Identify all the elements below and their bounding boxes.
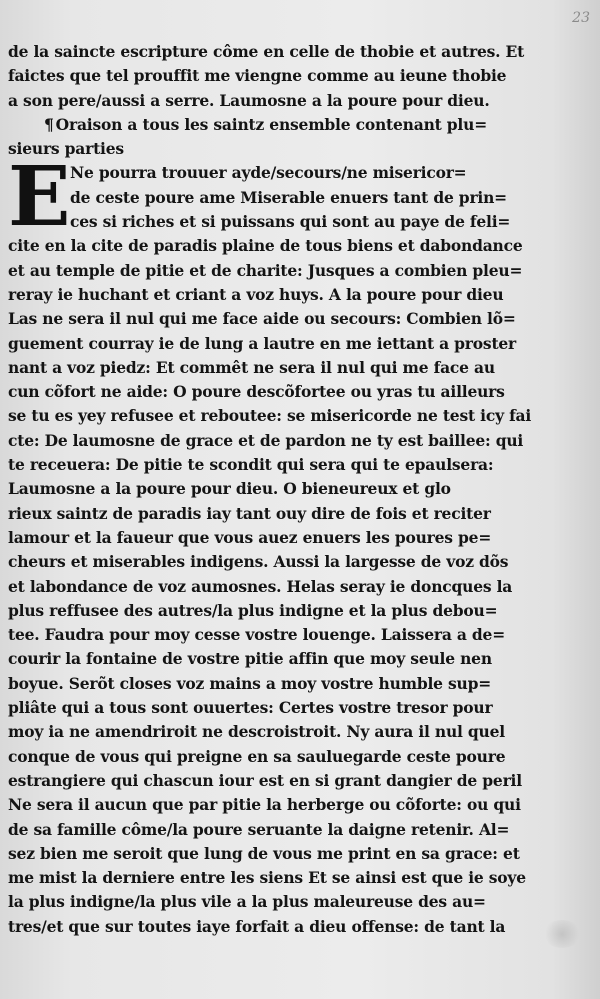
pilcrow-icon: ¶ bbox=[44, 114, 54, 134]
text-line: ces si riches et si puissans qui sont au paye de feli= bbox=[70, 212, 511, 232]
text-line: cun cõfort ne aide: O poure descõfortee ou yras tu ailleurs bbox=[8, 382, 505, 402]
page-number: 23 bbox=[572, 10, 590, 26]
text-line: de la saincte escripture côme en celle de thobie et autres. Et bbox=[8, 42, 525, 61]
text-line: sez bien me seroit que lung de vous me print en sa grace: et bbox=[8, 843, 520, 863]
text-line: boyue. Serõt closes voz mains a moy vostre humble sup= bbox=[8, 673, 492, 693]
text-line: conque de vous qui preigne en sa sauluegarde ceste poure bbox=[8, 746, 506, 766]
text-line: Laumosne a la poure pour dieu. O bieneureux et glo bbox=[8, 479, 451, 499]
text-line: tres/et que sur toutes iaye forfait a dieu offense: de tant la bbox=[8, 916, 506, 936]
heading-text: Oraison a tous les saintz ensemble contenant plu= bbox=[55, 114, 487, 134]
text-line: a son pere/aussi a serre. Laumosne a la poure pour dieu. bbox=[8, 90, 490, 110]
text-line: moy ia ne amendriroit ne descroistroit. Ny aura il nul quel bbox=[8, 722, 505, 742]
drop-cap: E bbox=[8, 149, 71, 246]
text-line: tee. Faudra pour moy cesse vostre louenge. Laissera a de= bbox=[8, 625, 505, 645]
section-heading-line bbox=[8, 113, 568, 137]
text-line: se tu es yey refusee et reboutee: se misericorde ne test icy fai bbox=[8, 406, 532, 426]
text-line: te receuera: De pitie te scondit qui sera qui te epaulsera: bbox=[8, 455, 494, 475]
section-heading-line: sieurs parties bbox=[8, 139, 124, 159]
text-block bbox=[8, 40, 568, 939]
text-line: rieux saintz de paradis iay tant ouy dire de fois et reciter bbox=[8, 503, 491, 523]
paper-smudge bbox=[542, 920, 582, 948]
text-line: et labondance de voz aumosnes. Helas seray ie doncques la bbox=[8, 576, 513, 596]
text-line: faictes que tel prouffit me viengne comme au ieune thobie bbox=[8, 66, 507, 86]
text-line: me mist la derniere entre les siens Et se ainsi est que ie soye bbox=[8, 868, 526, 888]
text-line: courir la fontaine de vostre pitie affin que moy seule nen bbox=[8, 649, 492, 669]
text-line: de ceste poure ame Miserable enuers tant de prin= bbox=[70, 187, 507, 207]
text-line: nant a voz piedz: Et commêt ne sera il nul qui me face au bbox=[8, 357, 495, 377]
text-line: pliâte qui a tous sont ouuertes: Certes vostre tresor pour bbox=[8, 698, 493, 718]
text-line: Ne sera il aucun que par pitie la herberge ou cõforte: ou qui bbox=[8, 795, 521, 815]
text-line: et au temple de pitie et de charite: Jusques a combien pleu= bbox=[8, 260, 523, 280]
text-line: lamour et la faueur que vous auez enuers les poures pe= bbox=[8, 527, 492, 547]
text-line: la plus indigne/la plus vile a la plus maleureuse des au= bbox=[8, 892, 486, 912]
text-line: de sa famille côme/la poure seruante la daigne retenir. Al= bbox=[8, 819, 510, 839]
text-line: guement courray ie de lung a lautre en me iettant a proster bbox=[8, 333, 517, 353]
text-line: Las ne sera il nul qui me face aide ou secours: Combien lõ= bbox=[8, 309, 516, 329]
text-line: Ne pourra trouuer ayde/secours/ne misericor= bbox=[70, 163, 467, 183]
text-line: cte: De laumosne de grace et de pardon ne ty est baillee: qui bbox=[8, 430, 524, 450]
text-line: plus reffusee des autres/la plus indigne et la plus debou= bbox=[8, 600, 498, 620]
text-line: cite en la cite de paradis plaine de tous biens et dabondance bbox=[8, 236, 523, 256]
text-line: reray ie huchant et criant a voz huys. A la poure pour dieu bbox=[8, 284, 504, 304]
text-line: estrangiere qui chascun iour est en si grant dangier de peril bbox=[8, 770, 522, 790]
text-line: cheurs et miserables indigens. Aussi la largesse de voz dõs bbox=[8, 552, 509, 572]
